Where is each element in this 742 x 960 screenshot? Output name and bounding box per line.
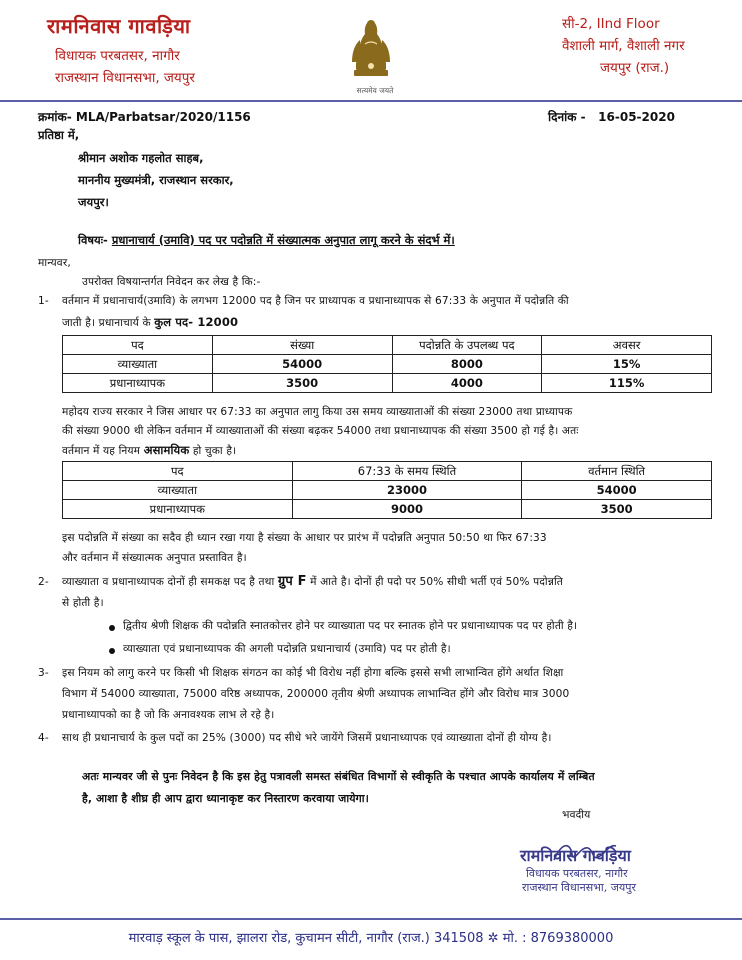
ashoka-emblem-icon: [346, 10, 396, 90]
table-row: [63, 355, 712, 374]
table-cell: 115%: [542, 374, 712, 393]
mid-paragraph-line-1: महोदय राज्य सरकार ने जिस आधार पर 67:33 का अनुपात लागु किया उस समय व्याख्याताओं की संख्या 23000 तथा प्राध्यापक: [62, 406, 573, 418]
address-line-2: वैशाली मार्ग, वैशाली नगर: [562, 38, 685, 54]
point-2-line-1-a: व्याख्याता व प्रधानाध्यापक दोनों ही समकक्ष पद है तथा: [62, 576, 275, 588]
point-2-line-1: [62, 573, 563, 591]
point-1-total-posts: कुल पद- 12000: [154, 315, 239, 329]
mla-name: रामनिवास गावड़िया: [47, 14, 191, 38]
stamp-line-2: विधायक परबतसर, नागौर: [526, 867, 628, 880]
signature-stamp: [520, 838, 710, 894]
staff-strength-table: [62, 461, 712, 519]
closing-line-2: है, आशा है शीघ्र ही आप द्वारा ध्यानाकृष्ट कर निस्तारण करवाया जायेगा।: [82, 792, 369, 805]
point-2-bullet-1: द्वितीय श्रेणी शिक्षक की पदोन्नति स्नातकोत्तर होने पर व्याख्याता पद पर स्नातक होने पर प्रधानाध्यापक पद पर होती है।: [123, 620, 578, 632]
point-1-line-2: [62, 313, 238, 332]
stamp-line-3: राजस्थान विधानसभा, जयपुर: [522, 881, 637, 894]
point-3-number: 3-: [38, 667, 49, 679]
footer-address: मारवाड़ स्कूल के पास, झालरा रोड, कुचामन सीटी, नागौर (राज.) 341508 ✲ मो. : 8769380000: [128, 931, 614, 946]
mid-paragraph-emphasis: असामयिक: [143, 443, 190, 457]
table-cell: प्रधानाध्यापक: [63, 374, 213, 393]
table-cell: 9000: [292, 500, 522, 519]
assembly-name: राजस्थान विधानसभा, जयपुर: [55, 70, 195, 86]
table-cell: 54000: [522, 481, 712, 500]
point-1-number: 1-: [38, 295, 49, 307]
point-2-bullet-2: व्याख्याता एवं प्रधानाध्यापक की अगली पदोन्नति प्रधानाचार्य (उमावि) पद पर होती है।: [123, 643, 451, 655]
table-cell: 3500: [522, 500, 712, 519]
after-table-line-2: और वर्तमान में संख्यात्मक अनुपात प्रस्तावित है।: [62, 552, 247, 564]
date-value: 16-05-2020: [598, 110, 675, 124]
date-label: दिनांक -: [548, 110, 586, 124]
point-2-group: ग्रुप F: [277, 574, 307, 589]
table-header-row: [63, 336, 712, 355]
point-1-line-2-text: जाती है। प्रधानाचार्य के: [62, 317, 151, 329]
point-2-number: 2-: [38, 576, 49, 588]
addressee-to: प्रतिष्ठा में,: [38, 128, 80, 142]
reference-value: MLA/Parbatsar/2020/1156: [75, 110, 251, 124]
point-4-number: 4-: [38, 732, 49, 744]
table-cell: प्रधानाध्यापक: [63, 500, 293, 519]
table-header-cell: वर्तमान स्थिति: [522, 462, 712, 481]
table-header-cell: पद: [63, 336, 213, 355]
emblem-motto: सत्यमेव जयते: [356, 86, 394, 95]
address-line-1: सी-2, IInd Floor: [562, 16, 660, 32]
addressee-line-3: जयपुर।: [78, 195, 109, 209]
mid-paragraph-line-3-a: वर्तमान में यह नियम: [62, 445, 141, 457]
table-header-cell: पदोन्नति के उपलब्ध पद: [392, 336, 542, 355]
point-3-line-1: इस नियम को लागु करने पर किसी भी शिक्षक संगठन का कोई भी विरोध नहीं होगा बल्कि इससे सभी लाभान्वित होंगे अर्थात शिक्षा: [62, 667, 564, 679]
table-cell: 54000: [212, 355, 392, 374]
table-cell: 8000: [392, 355, 542, 374]
table-header-cell: अवसर: [542, 336, 712, 355]
salutation: मान्यवर,: [38, 257, 71, 269]
mla-designation: विधायक परबतसर, नागौर: [55, 48, 180, 64]
table-cell: 3500: [212, 374, 392, 393]
point-2-line-1-c: में आते है। दोनों ही पदो पर 50% सीधी भर्ती एवं 50% पदोन्नति: [310, 576, 563, 588]
point-3-line-3: प्रधानाध्यापको का है जो कि अनावश्यक लाभ ले रहे है।: [62, 709, 275, 721]
table-header-row: [63, 462, 712, 481]
table-cell: 15%: [542, 355, 712, 374]
closing-line-1: अतः मान्यवर जी से पुनः निवेदन है कि इस हेतु पत्रावली समस्त संबंधित विभागों से स्वीकृति के पश्चात आपके कार्यालय में लम्बित: [82, 770, 595, 783]
letter-date: [548, 108, 675, 125]
bullet-icon: [109, 625, 115, 631]
mid-paragraph-line-2: की संख्या 9000 थी लेकिन वर्तमान में व्याख्याताओं की संख्या बढ़कर 54000 तथा प्रधानाध्यापक की संख्या 3500 हो गई है। अतः: [62, 425, 579, 437]
reference-label: क्रमांक-: [38, 110, 72, 124]
table-header-cell: 67:33 के समय स्थिति: [292, 462, 522, 481]
table-header-cell: पद: [63, 462, 293, 481]
table-header-cell: संख्या: [212, 336, 392, 355]
point-4-line-1: साथ ही प्रधानाचार्य के कुल पदों का 25% (3000) पद सीधे भरे जायेंगे जिसमें प्रधानाध्यापक एवं व्याख्याता दोनों ही योग्य है।: [62, 732, 552, 744]
signoff: भवदीय: [562, 809, 591, 821]
reference-number: [38, 108, 251, 125]
table-cell: व्याख्याता: [63, 481, 293, 500]
addressee-line-2: माननीय मुख्यमंत्री, राजस्थान सरकार,: [78, 173, 234, 187]
table-cell: 4000: [392, 374, 542, 393]
table-row: [63, 500, 712, 519]
table-row: [63, 374, 712, 393]
address-line-3: जयपुर (राज.): [600, 60, 670, 76]
mid-paragraph-line-3-c: हो चुका है।: [192, 445, 237, 457]
after-table-line-1: इस पदोन्नति में संख्या का सदैव ही ध्यान रखा गया है संख्या के आधार पर प्रारंभ में पदोन्नति अनुपात 50:50 था फिर 67:33: [62, 532, 547, 544]
promotion-opportunity-table: [62, 335, 712, 393]
bullet-icon: [109, 648, 115, 654]
footer-rule: [0, 918, 742, 920]
table-cell: 23000: [292, 481, 522, 500]
point-1-line-1: वर्तमान में प्रधानाचार्य(उमावि) के लगभग 12000 पद है जिन पर प्राध्यापक व प्रधानाध्यापक से 67:33 के अनुपात में पदोन्नति की: [62, 295, 569, 307]
intro-line: उपरोक्त विषयान्तर्गत निवेदन कर लेख है कि:-: [82, 276, 261, 288]
stamp-line-1: रामनिवास गावड़िया: [520, 846, 631, 865]
table-row: [63, 481, 712, 500]
header-rule: [0, 100, 742, 102]
point-2-line-2: से होती है।: [62, 597, 104, 609]
subject: [78, 232, 455, 248]
addressee-line-1: श्रीमान अशोक गहलोत साहब,: [78, 151, 204, 165]
mid-paragraph-line-3: [62, 441, 236, 460]
point-3-line-2: विभाग में 54000 व्याख्याता, 75000 वरिष्ठ अध्यापक, 200000 तृतीय श्रेणी अध्यापक लाभान्वित होंगे और विरोध मात्र 3000: [62, 688, 570, 700]
subject-label: विषयः-: [78, 233, 108, 247]
subject-text: प्रधानाचार्य (उमावि) पद पर पदोन्नति में संख्यात्मक अनुपात लागू करने के संदर्भ में।: [111, 233, 455, 247]
table-cell: व्याख्याता: [63, 355, 213, 374]
